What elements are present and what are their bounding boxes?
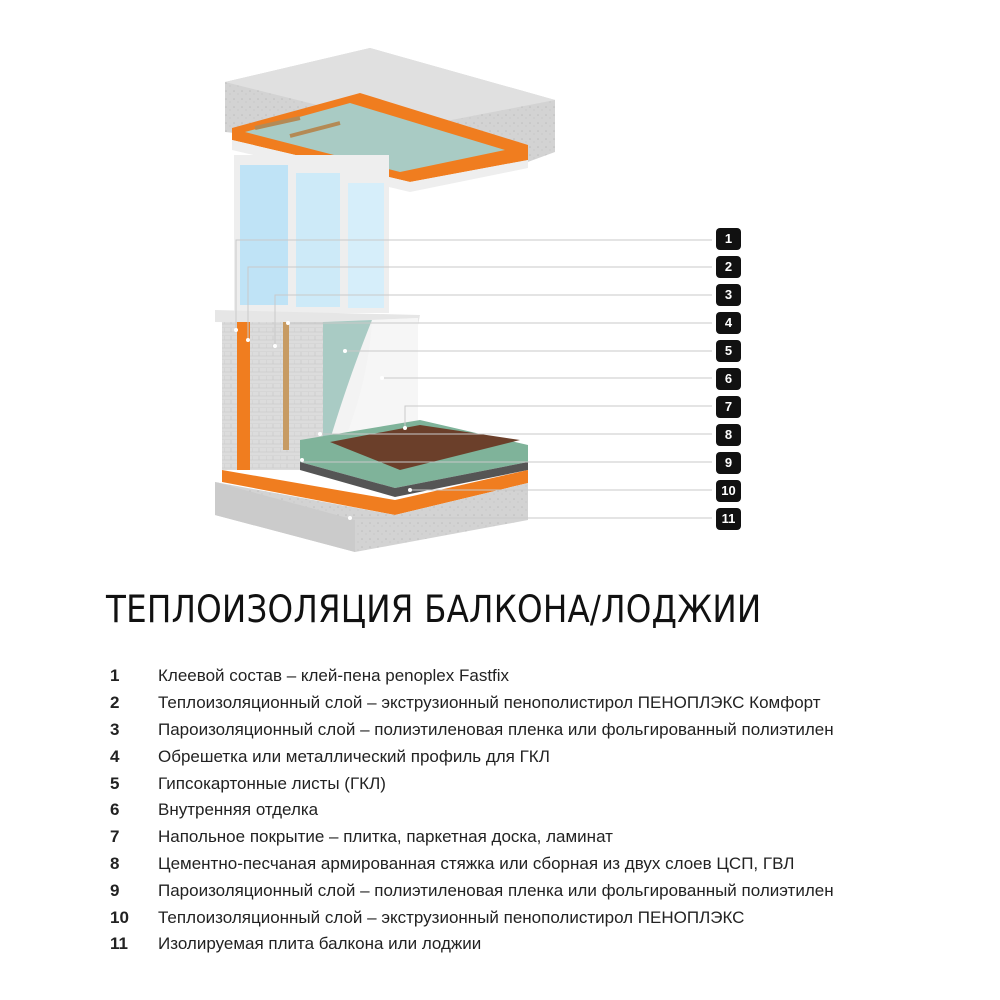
legend-text: Теплоизоляционный слой – экструзионный пенополистирол ПЕНОПЛЭКС Комфорт [158, 693, 821, 713]
page-title: ТЕПЛОИЗОЛЯЦИЯ БАЛКОНА/ЛОДЖИИ [106, 588, 762, 631]
callout-6: 6 [716, 368, 741, 390]
legend-text: Обрешетка или металлический профиль для ГКЛ [158, 746, 550, 766]
legend-item [110, 770, 970, 797]
legend-item [110, 663, 970, 690]
legend-item [110, 904, 970, 931]
legend-text: Изолируемая плита балкона или лоджии [158, 934, 482, 954]
legend-text: Напольное покрытие – плитка, паркетная доска, ламинат [158, 827, 613, 847]
callout-9: 9 [716, 452, 741, 474]
legend-item [110, 690, 970, 717]
legend-item [110, 851, 970, 878]
legend-text: Пароизоляционный слой – полиэтиленовая пленка или фольгированный полиэтилен [158, 880, 834, 900]
legend-number: 7 [110, 827, 120, 847]
legend-number: 10 [110, 907, 129, 927]
legend-item [110, 877, 970, 904]
callout-3: 3 [716, 284, 741, 306]
legend-text: Цементно-песчаная армированная стяжка или сборная из двух слоев ЦСП, ГВЛ [158, 853, 795, 873]
legend-number: 11 [110, 934, 128, 954]
legend-text: Внутренняя отделка [158, 800, 319, 820]
legend-number: 9 [110, 880, 120, 900]
legend-number: 5 [110, 773, 120, 793]
legend-number: 6 [110, 800, 120, 820]
callout-8: 8 [716, 424, 741, 446]
callout-5: 5 [716, 340, 741, 362]
legend-text: Клеевой состав – клей-пена penoplex Fastfix [158, 666, 510, 686]
legend-text: Пароизоляционный слой – полиэтиленовая пленка или фольгированный полиэтилен [158, 719, 834, 739]
legend-text: Теплоизоляционный слой – экструзионный пенополистирол ПЕНОПЛЭКС [158, 907, 745, 927]
callout-10: 10 [716, 480, 741, 502]
callout-11: 11 [716, 508, 741, 530]
legend-list [110, 663, 970, 958]
legend-number: 8 [110, 853, 120, 873]
callout-7: 7 [716, 396, 741, 418]
legend-item [110, 824, 970, 851]
legend-number: 1 [110, 666, 120, 686]
legend-item [110, 717, 970, 744]
legend-item [110, 797, 970, 824]
legend-item [110, 743, 970, 770]
callout-1: 1 [716, 228, 741, 250]
callout-4: 4 [716, 312, 741, 334]
callout-2: 2 [716, 256, 741, 278]
legend-number: 4 [110, 746, 120, 766]
legend-number: 3 [110, 719, 120, 739]
legend-item [110, 931, 970, 958]
legend-text: Гипсокартонные листы (ГКЛ) [158, 773, 386, 793]
leader-line-7 [405, 406, 712, 428]
legend-number: 2 [110, 693, 120, 713]
